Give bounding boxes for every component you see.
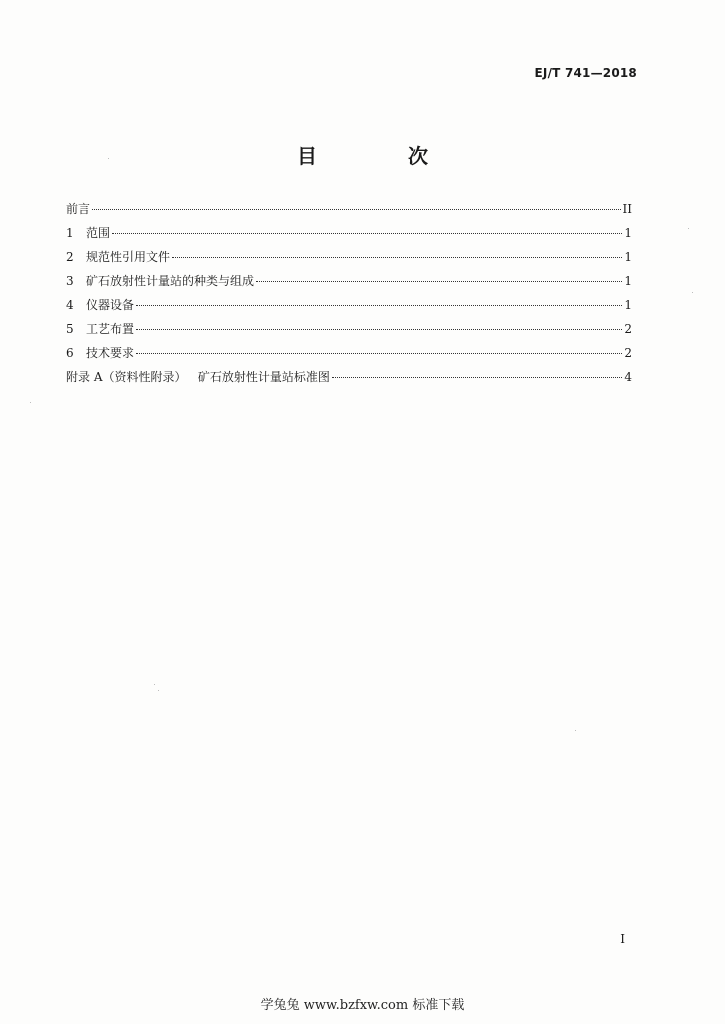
- toc-entry-page: 1: [624, 298, 632, 312]
- toc-entry-title: 附录 A（资料性附录） 矿石放射性计量站标准图: [66, 370, 330, 384]
- toc-entry-normative-references[interactable]: [66, 248, 632, 272]
- toc-title: 目 次: [297, 144, 470, 168]
- toc-entry-page: 2: [624, 346, 632, 360]
- page-number: I: [620, 932, 625, 946]
- toc-dot-leader: [136, 305, 622, 306]
- toc-entry-page: 1: [624, 226, 632, 240]
- toc-entry-title: 仪器设备: [86, 298, 135, 312]
- toc-entry-number: 5: [66, 322, 74, 336]
- toc-dot-leader: [92, 209, 621, 210]
- toc-entry-title: 工艺布置: [86, 322, 135, 336]
- toc-entry-page: II: [622, 202, 632, 216]
- toc-entry-title: 技术要求: [86, 346, 135, 360]
- scan-speck: [158, 690, 159, 691]
- scan-speck: [688, 228, 689, 229]
- toc-entry-page: 4: [624, 370, 632, 384]
- toc-entry-appendix-a[interactable]: [66, 368, 632, 392]
- toc-entry-foreword[interactable]: [66, 200, 632, 224]
- toc-entry-process-layout[interactable]: [66, 320, 632, 344]
- scan-speck: [108, 158, 109, 159]
- toc-dot-leader: [256, 281, 622, 282]
- table-of-contents: [66, 200, 632, 392]
- toc-entry-number: 6: [66, 346, 74, 360]
- toc-entry-technical-requirements[interactable]: [66, 344, 632, 368]
- toc-entry-page: 1: [624, 274, 632, 288]
- toc-entry-scope[interactable]: [66, 224, 632, 248]
- toc-entry-number: 2: [66, 250, 74, 264]
- toc-entry-title: 矿石放射性计量站的种类与组成: [86, 274, 255, 288]
- scan-speck: [30, 402, 31, 403]
- document-code: EJ/T 741—2018: [534, 66, 637, 80]
- toc-entry-number: 3: [66, 274, 74, 288]
- toc-entry-number: 1: [66, 226, 74, 240]
- toc-dot-leader: [136, 329, 622, 330]
- toc-entry-page: 1: [624, 250, 632, 264]
- toc-dot-leader: [112, 233, 622, 234]
- toc-entry-number: 4: [66, 298, 74, 312]
- watermark-text: 学兔兔 www.bzfxw.com 标准下载: [260, 998, 465, 1013]
- toc-entry-station-types[interactable]: [66, 272, 632, 296]
- toc-entry-page: 2: [624, 322, 632, 336]
- toc-dot-leader: [136, 353, 622, 354]
- toc-entry-title: 前言: [66, 202, 91, 216]
- toc-dot-leader: [172, 257, 622, 258]
- scan-speck: [154, 684, 155, 685]
- toc-entry-title: 范围: [86, 226, 111, 240]
- toc-entry-title: 规范性引用文件: [86, 250, 171, 264]
- toc-dot-leader: [332, 377, 622, 378]
- scan-speck: [692, 292, 693, 293]
- scan-speck: [575, 730, 576, 731]
- toc-entry-instruments[interactable]: [66, 296, 632, 320]
